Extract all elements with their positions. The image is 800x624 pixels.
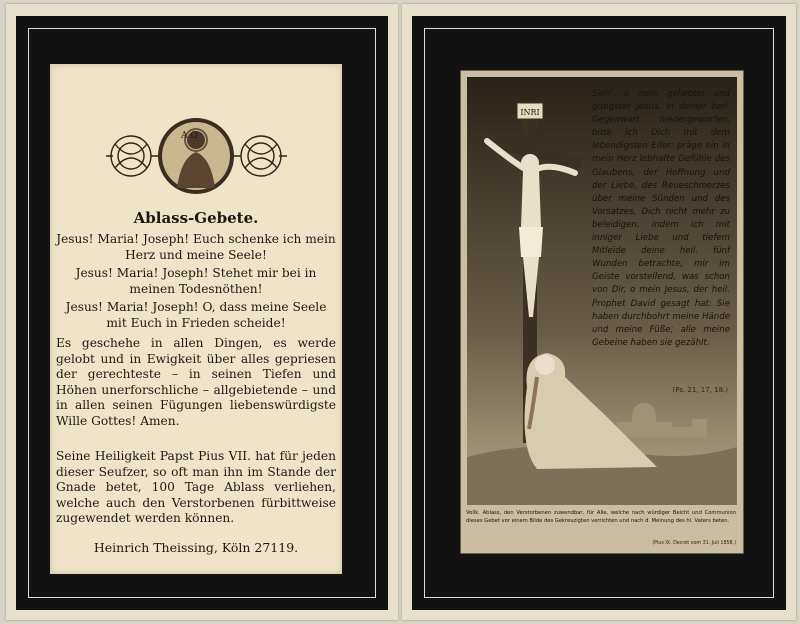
prayer-1: Jesus! Maria! Joseph! Euch schenke ich mein Herz und meine Seele! [56, 232, 336, 262]
ornament-christ-medallion [101, 114, 291, 198]
prayer-title: Ablass-Gebete. [133, 209, 259, 227]
indulgence-note: Seine Heiligkeit Papst Pius VII. hat für jeden dieser Seufzer, so oft man ihn im Stande der Gnade betet, 100 Tage Ablass verliehen, welche auch den Verstorbenen fürbittweise zugewendet werden können. [56, 449, 336, 525]
decree-reference: (Pius IX. Decret vom 31. Juli 1858.) [652, 541, 736, 546]
scroll-prayer-text: Sieh', o mein geliebter und gütigster Jesus, in deiner heil. Gegenwart niedergeworfen, bitte ich Dich mit dem lebendigsten Eifer: präge ein in mein Herz lebhafte Gefühle des Glaubens, der Hoffnung und der Liebe, des Reueschmerzes über meine Sünden und des Vorsatzes, Dich nicht mehr zu beleidigen, indem ich mit inniger Liebe und tiefem Mitleide deine heil. fünf Wunden betrachte, mir im Geiste vorstellend, was schon von Dir, o mein Jesus, der heil. Prophet David gesagt hat: Sie haben durchbohrt meine Hände und meine Füße; alle meine Gebeine haben sie gezählt. [592, 89, 730, 348]
ornament-alpha-omega-text: A Ω [181, 131, 198, 141]
inri-sign: INRI [520, 108, 540, 117]
indulgence-footnote: Vollk. Ablass, den Verstorbenen zuwendbar, für Alle, welche nach würdiger Beicht und Communion dieses Gebet vor einem Bilde des Gekreuzigten verrichten und nach d. Meinung des hl. Vaters beten. [466, 510, 736, 524]
left-card [6, 4, 398, 620]
prayer-2: Jesus! Maria! Joseph! Stehet mir bei in meinen Todesnöthen! [75, 266, 317, 296]
printer-imprint: Heinrich Theissing, Köln 27119. [93, 540, 299, 555]
prayer-4: Es geschehe in allen Dingen, es werde gelobt und in Ewigkeit über alles gepriesen der gerechteste – in seinen Tiefen und Höhen unerforschliche – allgebietende – und in allen seinen Fügungen liebenswürdigste Wille Gottes! Amen. [56, 336, 336, 428]
right-card [402, 4, 796, 620]
prayer-3: Jesus! Maria! Joseph! O, dass meine Seele mit Euch in Frieden scheide! [65, 300, 327, 330]
scroll-psalm-reference: (Ps. 21, 17, 18.) [672, 386, 728, 394]
